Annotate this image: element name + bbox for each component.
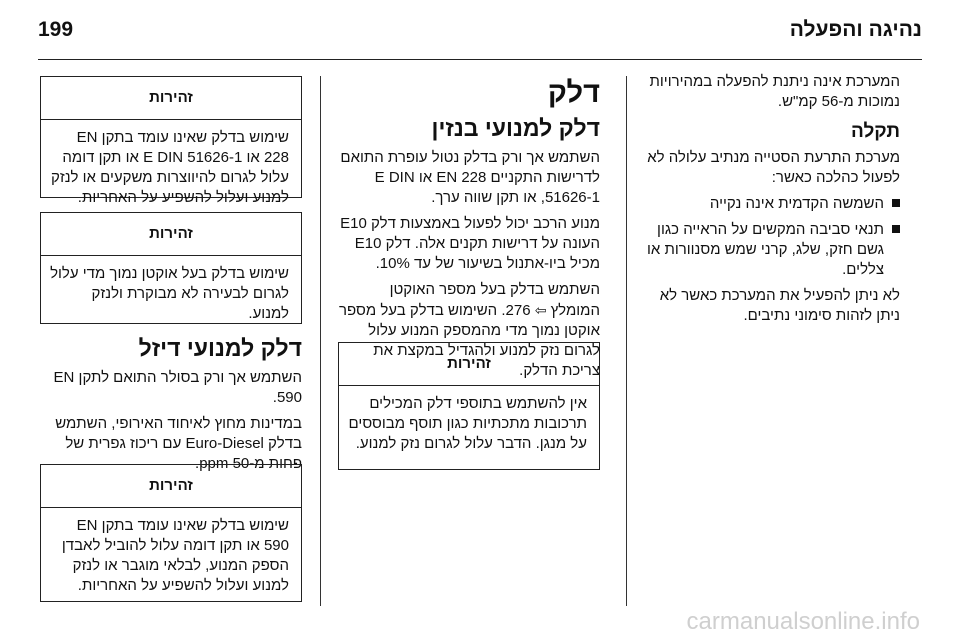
diesel-para-1: השתמש אך ורק בסולר התואם לתקן EN 590. [53, 369, 302, 406]
page-reference-arrow-icon: ⇦ [534, 302, 547, 318]
diesel-heading: דלק למנועי דיזל [138, 335, 302, 361]
column-divider-left [320, 76, 321, 606]
warning-title: זהירות [41, 465, 301, 508]
fault-intro: מערכת התרעת הסטייה מנתיב עלולה לא לפעול כהלכה כאשר: [647, 149, 900, 186]
page-reference[interactable]: 276 [505, 302, 531, 319]
warning-title: זהירות [339, 343, 599, 386]
petrol-para-2: מנוע הרכב יכול לפעול באמצעות דלק E10 העונה על דרישות תקנים אלה. דלק E10 מכיל ביו-אתנול בשיעור של עד 10%. [340, 215, 600, 272]
warning-box-standard [40, 76, 302, 206]
diesel-section [40, 334, 302, 480]
column-divider-right [626, 76, 627, 606]
header-rule [38, 59, 922, 60]
petrol-para-3: השתמש בדלק בעל מספר האוקטן המומלץ ⇦ 276. השימוש בדלק בעל מספר אוקטן נמוך מדי מהמספק המנוע עלול לגרום נזק למנוע ולהגדיל במקצת את צריכת הדלק. [339, 281, 600, 379]
warning-text: שימוש בדלק שאינו עומד בתקן EN 590 או תקן דומה עלול להוביל לאבדן הספק המנוע, לבלאי מוגבר או לנזק למנוע ועלול להשפיע על האחריות. [61, 517, 289, 594]
warning-box-diesel [40, 464, 302, 602]
warning-title: זהירות [41, 213, 301, 256]
list-item: תנאי סביבה המקשים על הראייה כגון גשם חזק, שלג, קרני שמש מסנוורות או צללים. [640, 220, 900, 280]
speed-note: המערכת אינה ניתנת להפעלה במהירויות נמוכות מ-56 קמ"ש. [649, 73, 900, 110]
petrol-para-1: השתמש אך ורק בדלק נטול עופרת התואם לדרישות התקניים EN 228 או E DIN 51626-1, או תקן שווה ערך. [340, 149, 600, 206]
chapter-title: נהיגה והפעלה [789, 18, 922, 41]
closing-note: לא ניתן להפעיל את המערכת כאשר לא ניתן לזהות סימוני נתיבים. [659, 287, 900, 324]
warning-box-octane [40, 212, 302, 324]
fault-heading: תקלה [850, 121, 900, 142]
watermark: carmanualsonline.info [686, 608, 920, 635]
warning-text: שימוש בדלק שאינו עומד בתקן EN 228 או E DIN 51626-1 או תקן דומה עלול לגרום להיווצרות משקעים או לנזק למנוע ועלול להשפיע על האחריות. [51, 129, 289, 206]
column-middle [338, 76, 600, 387]
column-right [640, 72, 900, 332]
bullet-square-icon [892, 199, 900, 207]
page-header [38, 10, 922, 52]
bullet-square-icon [892, 225, 900, 233]
warning-box-additives [338, 342, 600, 470]
page-number: 199 [38, 18, 74, 41]
diesel-para-2: במדינות מחוץ לאיחוד האירופי, השתמש בדלק Euro-Diesel עם ריכוז גפרית של פחות מ-50 ppm. [55, 415, 302, 472]
fault-list [640, 194, 900, 280]
petrol-heading: דלק למנועי בנזין [431, 115, 600, 141]
section-title-fuel: דלק [547, 77, 600, 109]
warning-text: שימוש בדלק בעל אוקטן נמוך מדי עלול לגרום לבעירה לא מבוקרת ולנזק למנוע. [50, 265, 289, 322]
list-item: השמשה הקדמית אינה נקייה [640, 194, 900, 214]
warning-title: זהירות [41, 77, 301, 120]
warning-text: אין להשתמש בתוספי דלק המכילים תרכובות מתכתיות כגון תוסף מבוססים על מנגן. הדבר עלול לגרום נזק למנוע. [348, 395, 587, 452]
